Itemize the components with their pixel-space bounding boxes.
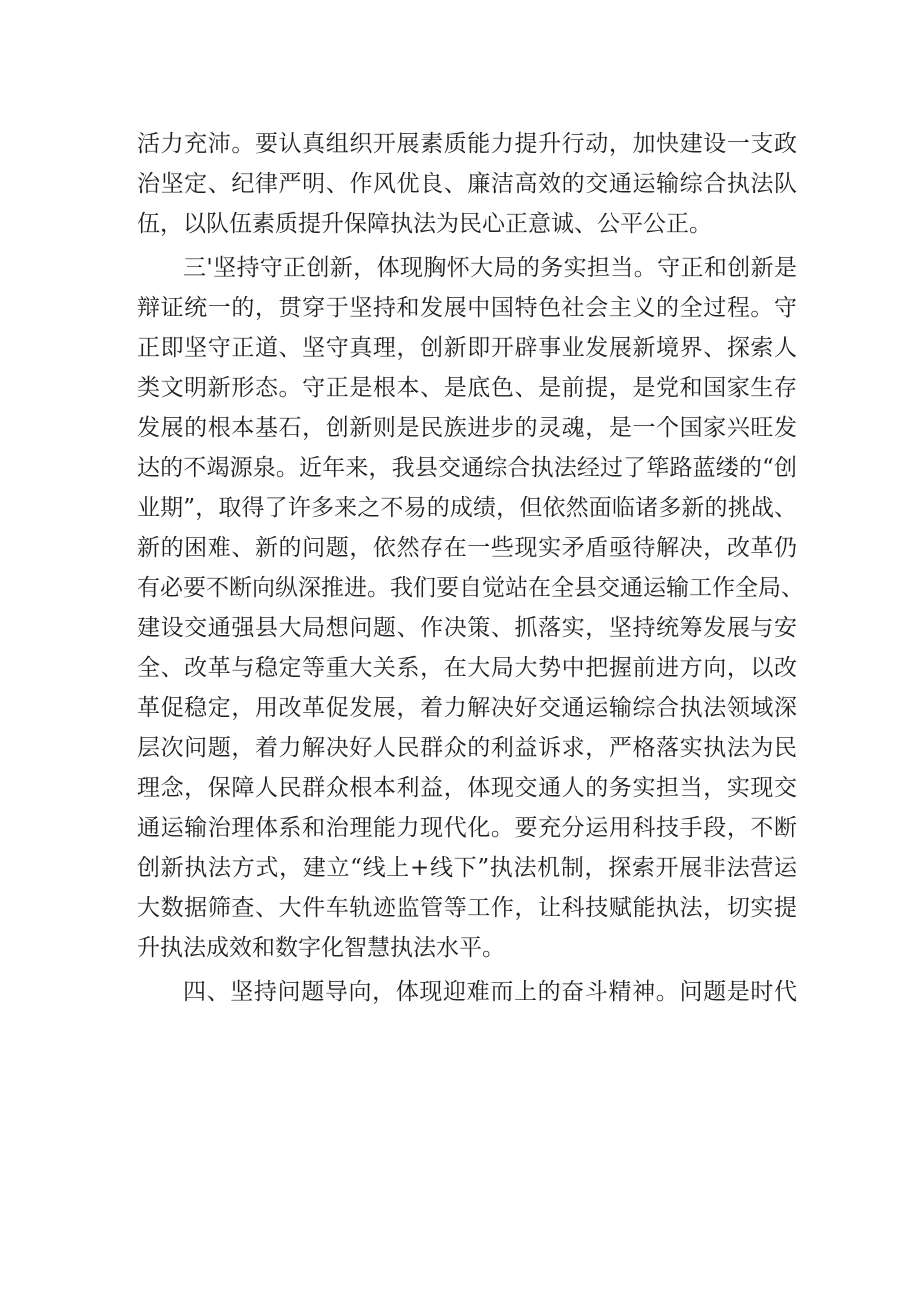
text-line: 大数据筛查、大件车轨迹监管等工作，让科技赋能执法，切实提 — [137, 895, 797, 921]
text-line: 通运输治理体系和治理能力现代化。要充分运用科技手段，不断 — [137, 815, 797, 841]
text-line: 类文明新形态。守正是根本、是底色、是前提，是党和国家生存 — [137, 375, 797, 401]
paragraph-1 — [137, 124, 797, 244]
text-line: 三'坚持守正创新，体现胸怀大局的务实担当。守正和创新是 — [183, 255, 797, 281]
text-line: 层次问题，着力解决好人民群众的利益诉求，严格落实执法为民 — [137, 735, 797, 761]
text-line: 新的困难、新的问题，依然存在一些现实矛盾亟待解决，改革仍 — [137, 535, 797, 561]
text-line: 活力充沛。要认真组织开展素质能力提升行动，加快建设一支政 — [137, 131, 797, 157]
text-line: 升执法成效和数字化智慧执法水平。 — [137, 935, 505, 961]
text-line: 发展的根本基石，创新则是民族进步的灵魂，是一个国家兴旺发 — [137, 415, 797, 441]
paragraph-3 — [137, 972, 797, 1012]
text-line: 治坚定、纪律严明、作风优良、廉洁高效的交通运输综合执法队 — [137, 171, 797, 197]
text-line: 达的不竭源泉。近年来，我县交通综合执法经过了筚路蓝缕的“创 — [137, 455, 797, 481]
text-line: 革促稳定，用改革促发展，着力解决好交通运输综合执法领域深 — [137, 695, 797, 721]
text-line: 四、坚持问题导向，体现迎难而上的奋斗精神。问题是时代 — [183, 979, 797, 1005]
text-line: 理念，保障人民群众根本利益，体现交通人的务实担当，实现交 — [137, 775, 797, 801]
document-body — [137, 124, 804, 1012]
text-line: 创新执法方式，建立“线上+线下”执法机制，探索开展非法营运 — [137, 855, 797, 881]
text-line: 建设交通强县大局想问题、作决策、抓落实，坚持统筹发展与安 — [137, 615, 797, 641]
text-line: 正即坚守正道、坚守真理，创新即开辟事业发展新境界、探索人 — [137, 335, 797, 361]
paragraph-2 — [137, 248, 804, 968]
text-line: 业期”，取得了许多来之不易的成绩，但依然面临诸多新的挑战、 — [137, 495, 797, 521]
text-line: 有必要不断向纵深推进。我们要自觉站在全县交通运输工作全局、 — [137, 575, 804, 601]
text-line: 全、改革与稳定等重大关系，在大局大势中把握前进方向，以改 — [137, 655, 797, 681]
text-line: 辩证统一的，贯穿于坚持和发展中国特色社会主义的全过程。守 — [137, 295, 797, 321]
text-line: 伍，以队伍素质提升保障执法为民心正意诚、公平公正。 — [137, 211, 712, 237]
